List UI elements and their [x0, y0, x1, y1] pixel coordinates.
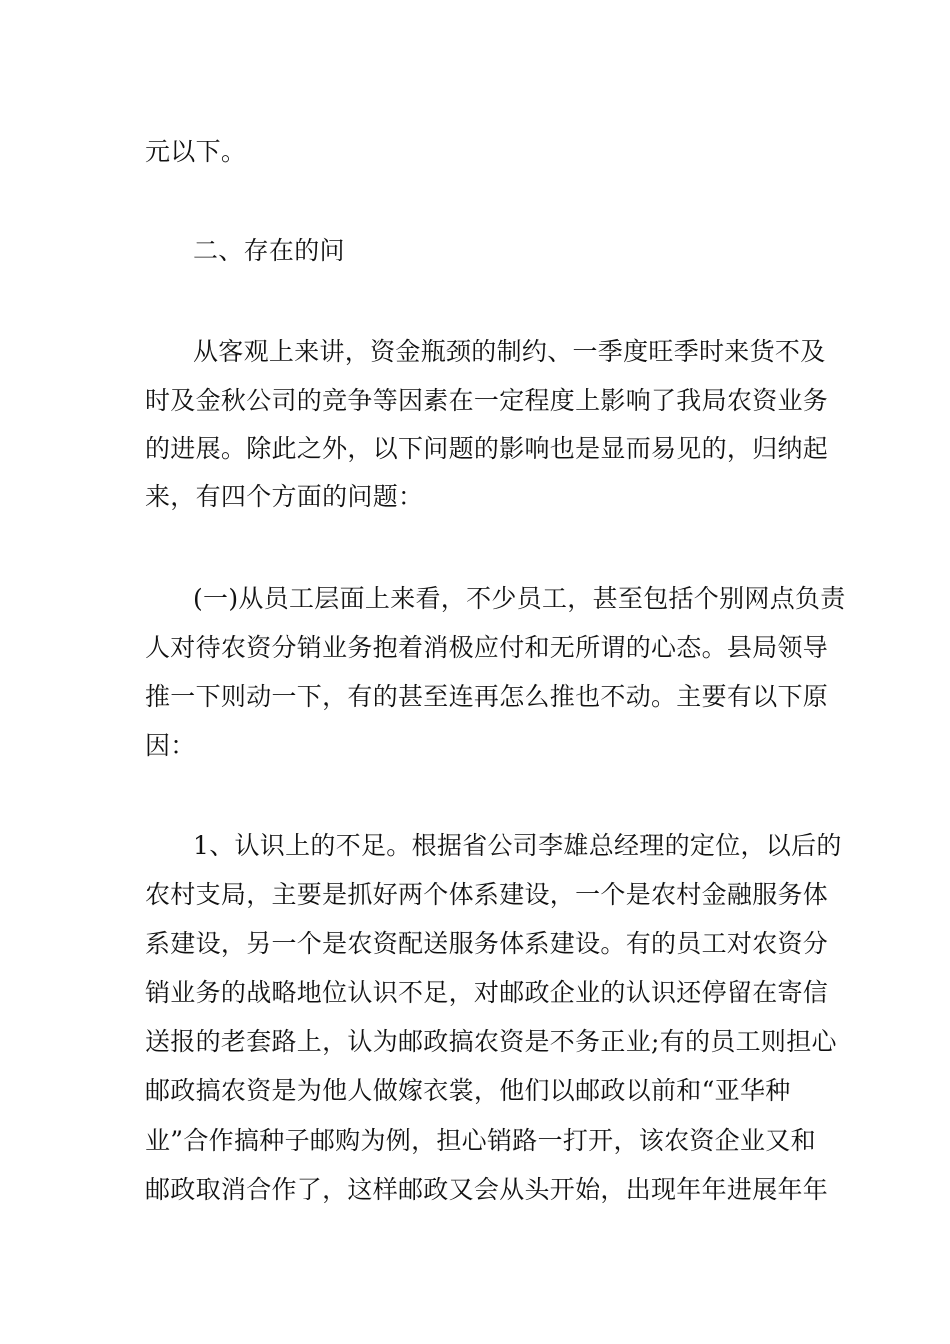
paragraph-line: 系建设，另一个是农资配送服务体系建设。有的员工对农资分 [145, 929, 829, 958]
paragraph-line: 1、认识上的不足。根据省公司李雄总经理的定位，以后的 [193, 831, 842, 860]
section-heading: 二、存在的问 [193, 236, 345, 265]
paragraph-line: (一)从员工层面上来看，不少员工，甚至包括个别网点负责 [193, 584, 846, 613]
paragraph-line: 送报的老套路上，认为邮政搞农资是不务正业;有的员工则担心 [145, 1027, 837, 1056]
paragraph-line: 因： [145, 731, 196, 760]
paragraph-line: 农村支局，主要是抓好两个体系建设，一个是农村金融服务体 [145, 880, 829, 909]
paragraph-line: 来，有四个方面的问题： [145, 482, 424, 511]
paragraph-line: 推一下则动一下，有的甚至连再怎么推也不动。主要有以下原 [145, 682, 829, 711]
paragraph-line: 邮政取消合作了，这样邮政又会从头开始，出现年年进展年年 [145, 1175, 829, 1204]
paragraph-line: 的进展。除此之外，以下问题的影响也是显而易见的，归纳起 [145, 434, 829, 463]
paragraph-line: 销业务的战略地位认识不足，对邮政企业的认识还停留在寄信 [145, 978, 829, 1007]
paragraph-line: 邮政搞农资是为他人做嫁衣裳，他们以邮政以前和“亚华种 [145, 1076, 791, 1105]
paragraph-line: 时及金秋公司的竞争等因素在一定程度上影响了我局农资业务 [145, 386, 829, 415]
paragraph-line: 从客观上来讲，资金瓶颈的制约、一季度旺季时来货不及 [193, 337, 826, 366]
paragraph-line: 元以下。 [145, 137, 247, 166]
paragraph-line: 业”合作搞种子邮购为例，担心销路一打开，该农资企业又和 [145, 1126, 816, 1155]
paragraph-line: 人对待农资分销业务抱着消极应付和无所谓的心态。县局领导 [145, 633, 829, 662]
